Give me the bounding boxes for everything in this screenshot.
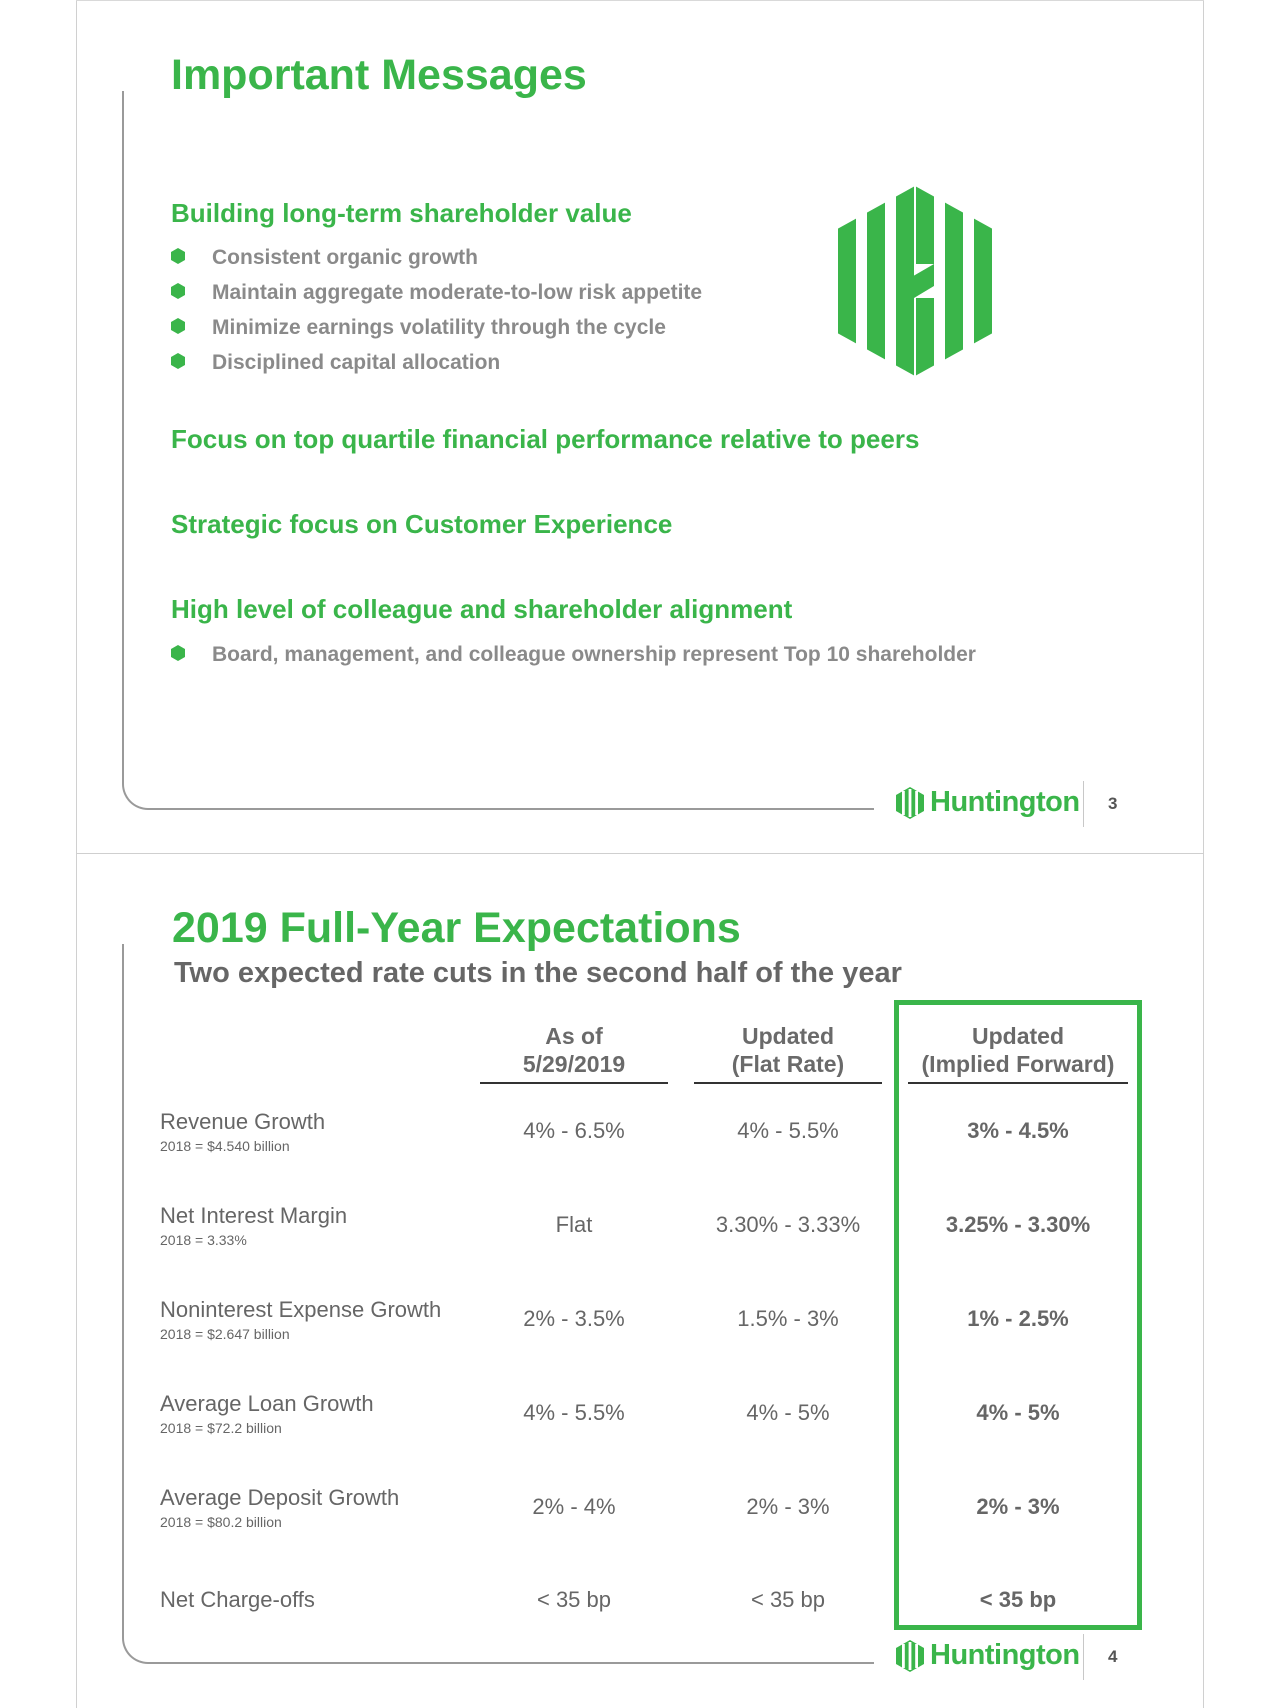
hexagon-bullet-icon (171, 645, 185, 661)
column-header-rule (480, 1082, 668, 1084)
table-cell: 2% - 3.5% (523, 1306, 625, 1331)
slide-full-year-expectations (76, 853, 1204, 1708)
column-header-line: (Flat Rate) (731, 1051, 845, 1077)
section-heading-shareholder-value: Building long-term shareholder value (171, 198, 632, 228)
row-sublabel: 2018 = 3.33% (160, 1232, 247, 1248)
table-cell: 3.25% - 3.30% (945, 1212, 1091, 1237)
row-sublabel: 2018 = $80.2 billion (160, 1514, 282, 1530)
table-cell: Flat (555, 1212, 593, 1237)
column-header-as-of (480, 1022, 668, 1078)
table-cell: 1% - 2.5% (967, 1306, 1069, 1331)
footer-separator (1083, 1634, 1084, 1680)
table-cell: < 35 bp (536, 1587, 611, 1612)
huntington-small-logo-icon (896, 1640, 924, 1672)
row-label: Net Charge-offs (160, 1587, 315, 1612)
page-number: 4 (1108, 1647, 1118, 1666)
footer-separator (1083, 781, 1084, 827)
table-cell: 2% - 3% (746, 1494, 830, 1519)
slide-subtitle: Two expected rate cuts in the second half of the year (174, 957, 902, 989)
hexagon-bullet-icon (171, 248, 185, 264)
column-header-line: 5/29/2019 (522, 1051, 626, 1077)
column-header-line: (Implied Forward) (921, 1051, 1115, 1077)
hexagon-bullet-icon (171, 353, 185, 369)
bullet-text: Board, management, and colleague ownership represent Top 10 shareholder (212, 643, 976, 666)
table-cell: 4% - 5% (976, 1400, 1060, 1425)
footer-logo-text: Huntington (930, 786, 1080, 818)
table-cell: 3.30% - 3.33% (715, 1212, 861, 1237)
row-label: Revenue Growth (160, 1109, 326, 1134)
section-heading-customer-experience: Strategic focus on Customer Experience (171, 509, 673, 539)
table-cell: 3% - 4.5% (967, 1118, 1069, 1143)
slide-edge-right (1203, 1, 1204, 854)
huntington-hexagon-logo-icon (830, 186, 1000, 376)
column-header-flat-rate (694, 1022, 882, 1078)
table-cell: 4% - 6.5% (523, 1118, 625, 1143)
row-sublabel: 2018 = $72.2 billion (160, 1420, 282, 1436)
column-header-rule (694, 1082, 882, 1084)
column-header-line: Updated (972, 1023, 1064, 1049)
slide-edge-left (76, 854, 77, 1708)
table-cell: 4% - 5% (746, 1400, 830, 1425)
bullet-text: Minimize earnings volatility through the cycle (212, 316, 666, 339)
column-header-line: Updated (742, 1023, 834, 1049)
hexagon-bullet-icon (171, 283, 185, 299)
bullet-text: Maintain aggregate moderate-to-low risk appetite (212, 281, 703, 304)
table-cell: < 35 bp (979, 1587, 1057, 1612)
row-label: Average Loan Growth (160, 1391, 374, 1416)
table-cell: 1.5% - 3% (737, 1306, 839, 1331)
row-label: Noninterest Expense Growth (160, 1297, 442, 1322)
row-label: Average Deposit Growth (160, 1485, 400, 1510)
slide-edge-left (76, 1, 77, 854)
huntington-small-logo-icon (896, 787, 924, 819)
row-label: Net Interest Margin (160, 1203, 348, 1228)
bullet-text: Disciplined capital allocation (212, 351, 501, 374)
slide-edge-right (1203, 854, 1204, 1708)
slide-title: Important Messages (171, 51, 587, 99)
table-cell: 4% - 5.5% (737, 1118, 839, 1143)
section-heading-top-quartile: Focus on top quartile financial performance relative to peers (171, 424, 920, 454)
hexagon-bullet-icon (171, 318, 185, 334)
section-heading-alignment: High level of colleague and shareholder alignment (171, 594, 793, 624)
footer-logo (896, 786, 1080, 819)
table-cell: 4% - 5.5% (523, 1400, 625, 1425)
footer-logo-text: Huntington (930, 1639, 1080, 1671)
column-header-line: As of (545, 1023, 603, 1049)
bullet-text: Consistent organic growth (212, 246, 479, 269)
slide-important-messages (76, 0, 1204, 854)
table-cell: 2% - 4% (532, 1494, 616, 1519)
footer-logo (896, 1639, 1080, 1672)
slide-title: 2019 Full-Year Expectations (172, 904, 741, 952)
table-cell: 2% - 3% (976, 1494, 1060, 1519)
row-sublabel: 2018 = $4.540 billion (160, 1138, 290, 1154)
row-sublabel: 2018 = $2.647 billion (160, 1326, 290, 1342)
table-cell: < 35 bp (750, 1587, 825, 1612)
page-number: 3 (1108, 794, 1118, 813)
